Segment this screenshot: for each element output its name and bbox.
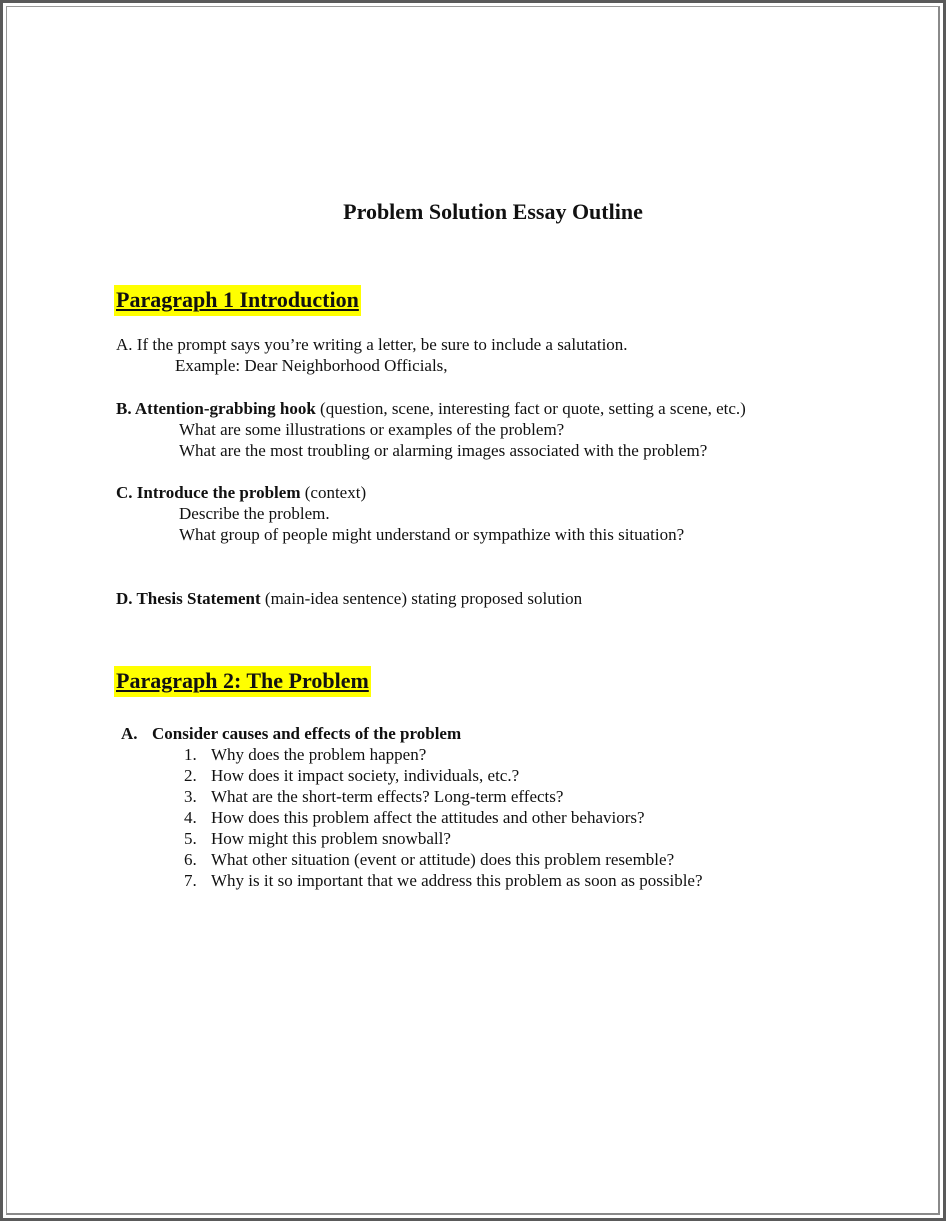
document-title: Problem Solution Essay Outline bbox=[343, 199, 643, 224]
question-4-num: 4. bbox=[184, 808, 197, 827]
item-a-text: . If the prompt says you’re writing a letter, be sure to include a salutation. bbox=[128, 335, 628, 354]
item-b-text: (question, scene, interesting fact or quote, setting a scene, etc.) bbox=[315, 399, 746, 418]
question-3-text: What are the short-term effects? Long-term effects? bbox=[211, 787, 564, 806]
item-d-line bbox=[116, 588, 582, 609]
paragraph1-heading: Paragraph 1 Introduction bbox=[114, 285, 361, 316]
question-2-text: How does it impact society, individuals, etc.? bbox=[211, 766, 520, 785]
item-b-label: B. Attention-grabbing hook bbox=[116, 399, 316, 418]
item-b-sub-2: What are the most troubling or alarming images associated with the problem? bbox=[179, 441, 708, 460]
question-7-text: Why is it so important that we address this problem as soon as possible? bbox=[211, 871, 703, 890]
question-1-num: 1. bbox=[184, 745, 197, 764]
item-c-text: (context) bbox=[300, 483, 367, 502]
question-4-text: How does this problem affect the attitudes and other behaviors? bbox=[211, 808, 645, 827]
item-d-label: D. Thesis Statement bbox=[116, 589, 261, 608]
item-c-sub-1: Describe the problem. bbox=[179, 504, 330, 523]
p2-item-a-text: Consider causes and effects of the problem bbox=[152, 724, 462, 743]
item-a-example: Example: Dear Neighborhood Officials, bbox=[175, 356, 448, 375]
item-a-label: A bbox=[116, 335, 129, 354]
item-a-line bbox=[116, 334, 628, 355]
item-c-line bbox=[116, 482, 366, 503]
question-6-num: 6. bbox=[184, 850, 197, 869]
paragraph2-heading: Paragraph 2: The Problem bbox=[114, 666, 371, 697]
item-c-label: C. Introduce the problem bbox=[116, 483, 301, 502]
item-d-text: (main-idea sentence) stating proposed solution bbox=[260, 589, 583, 608]
question-1-text: Why does the problem happen? bbox=[211, 745, 427, 764]
question-5-text: How might this problem snowball? bbox=[211, 829, 451, 848]
question-6-text: What other situation (event or attitude) does this problem resemble? bbox=[211, 850, 675, 869]
p2-item-a-label: A. bbox=[121, 724, 138, 743]
item-c-sub-2: What group of people might understand or sympathize with this situation? bbox=[179, 525, 685, 544]
question-2-num: 2. bbox=[184, 766, 197, 785]
item-b-line bbox=[116, 398, 746, 419]
item-b-sub-1: What are some illustrations or examples of the problem? bbox=[179, 420, 565, 439]
question-7-num: 7. bbox=[184, 871, 197, 890]
question-5-num: 5. bbox=[184, 829, 197, 848]
question-3-num: 3. bbox=[184, 787, 197, 806]
